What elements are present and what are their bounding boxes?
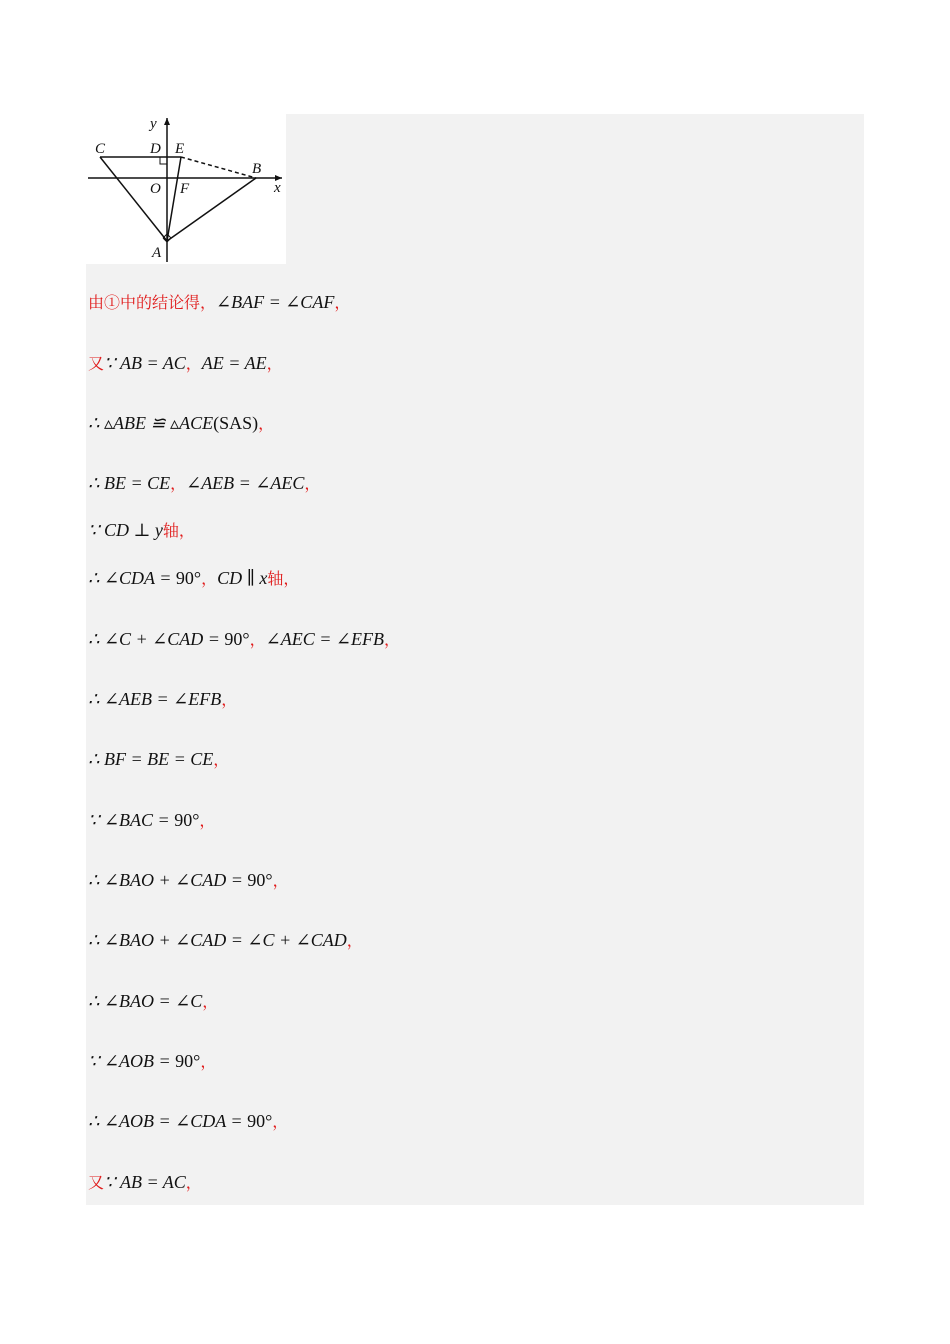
segment-CA bbox=[100, 157, 167, 241]
solution-panel bbox=[86, 114, 864, 1205]
annotation-text: ， bbox=[249, 632, 266, 649]
proof-step bbox=[88, 291, 350, 315]
math-expression: ∵ AB = AC bbox=[104, 353, 186, 373]
math-expression: ∴ ▵ABE ≌ ▵ACE bbox=[88, 413, 214, 433]
math-expression: ∴ ∠CDA = bbox=[88, 568, 176, 588]
annotation-text: 又 bbox=[88, 1175, 105, 1192]
proof-step bbox=[88, 412, 274, 436]
proof-step bbox=[88, 352, 283, 376]
right-angle-mark-D bbox=[160, 157, 167, 164]
proof-step bbox=[88, 628, 400, 652]
math-expression: ∴ ∠AOB = ∠CDA = bbox=[88, 1111, 248, 1131]
label-O: O bbox=[150, 181, 161, 197]
y-axis-arrow bbox=[164, 118, 170, 125]
annotation-text: ， bbox=[201, 571, 218, 588]
math-expression: ∵ ∠BAC = bbox=[88, 810, 175, 830]
math-expression: ∵ CD ⊥ y bbox=[88, 520, 163, 540]
label-D: D bbox=[150, 141, 161, 157]
math-expression: ∴ ∠BAO + ∠CAD = bbox=[88, 870, 248, 890]
math-expression: 90° bbox=[175, 1051, 201, 1071]
math-expression: ∵ AB = AC bbox=[104, 1172, 186, 1192]
proof-step bbox=[88, 869, 289, 893]
proof-step bbox=[88, 809, 215, 833]
annotation-text: ， bbox=[213, 752, 230, 769]
label-A: A bbox=[152, 245, 162, 261]
annotation-text: 又 bbox=[88, 356, 105, 373]
annotation-text: ， bbox=[199, 813, 216, 830]
math-expression: CD ∥ x bbox=[217, 568, 268, 588]
annotation-text: ， bbox=[346, 933, 363, 950]
annotation-text: ， bbox=[272, 873, 289, 890]
annotation-text: ， bbox=[185, 356, 202, 373]
proof-step bbox=[88, 567, 299, 591]
annotation-text: ， bbox=[334, 295, 351, 312]
segment-EB-dashed bbox=[181, 157, 256, 178]
label-E: E bbox=[175, 141, 185, 157]
math-expression: 90° bbox=[174, 810, 200, 830]
label-x: x bbox=[274, 180, 281, 196]
annotation-text: 轴， bbox=[267, 571, 300, 588]
math-expression: 90° bbox=[247, 870, 273, 890]
math-expression: 90° bbox=[175, 568, 202, 588]
annotation-text: ， bbox=[304, 476, 321, 493]
proof-step bbox=[88, 929, 363, 953]
label-B: B bbox=[252, 161, 262, 177]
math-expression: ∴ ∠BAO = ∠C bbox=[88, 991, 203, 1011]
label-F: F bbox=[180, 181, 190, 197]
math-expression: ∠AEB = ∠AEC bbox=[186, 473, 305, 493]
annotation-text: ， bbox=[200, 1054, 217, 1071]
annotation-text: ， bbox=[202, 994, 219, 1011]
proof-step bbox=[88, 519, 195, 543]
proof-step bbox=[88, 1050, 216, 1074]
annotation-text: ， bbox=[170, 476, 187, 493]
annotation-text: ， bbox=[272, 1114, 289, 1131]
segment-AE bbox=[167, 157, 181, 241]
annotation-text: ， bbox=[266, 356, 283, 373]
math-expression: AE = AE bbox=[201, 353, 267, 373]
math-expression: ∵ ∠AOB = bbox=[88, 1051, 176, 1071]
annotation-text: ， bbox=[258, 416, 275, 433]
proof-step bbox=[88, 1171, 202, 1195]
math-expression: ∴ BE = CE bbox=[88, 473, 171, 493]
annotation-text: ， bbox=[185, 1175, 202, 1192]
label-y: y bbox=[150, 116, 157, 132]
annotation-text: 轴， bbox=[162, 523, 195, 540]
math-expression: ∴ ∠BAO + ∠CAD = ∠C + ∠CAD bbox=[88, 930, 347, 950]
proof-step bbox=[88, 748, 229, 772]
math-expression: 90° bbox=[247, 1111, 273, 1131]
math-expression: ∴ ∠AEB = ∠EFB bbox=[88, 689, 222, 709]
math-expression: ∠BAF = ∠CAF bbox=[216, 292, 335, 312]
annotation-text: ， bbox=[383, 632, 400, 649]
math-expression: ∴ ∠C + ∠CAD = bbox=[88, 629, 225, 649]
proof-step bbox=[88, 472, 320, 496]
geometry-figure bbox=[86, 114, 286, 264]
annotation-text: ， bbox=[221, 692, 238, 709]
math-expression: ∠AEC = ∠EFB bbox=[265, 629, 384, 649]
math-expression: (SAS) bbox=[213, 413, 259, 433]
label-C: C bbox=[95, 141, 106, 157]
math-expression: 90° bbox=[224, 629, 250, 649]
proof-step bbox=[88, 990, 218, 1014]
math-expression: ∴ BF = BE = CE bbox=[88, 749, 214, 769]
annotation-text: 由①中的结论得， bbox=[88, 295, 217, 312]
proof-step bbox=[88, 1110, 288, 1134]
proof-step bbox=[88, 688, 237, 712]
geometry-diagram bbox=[86, 114, 286, 264]
